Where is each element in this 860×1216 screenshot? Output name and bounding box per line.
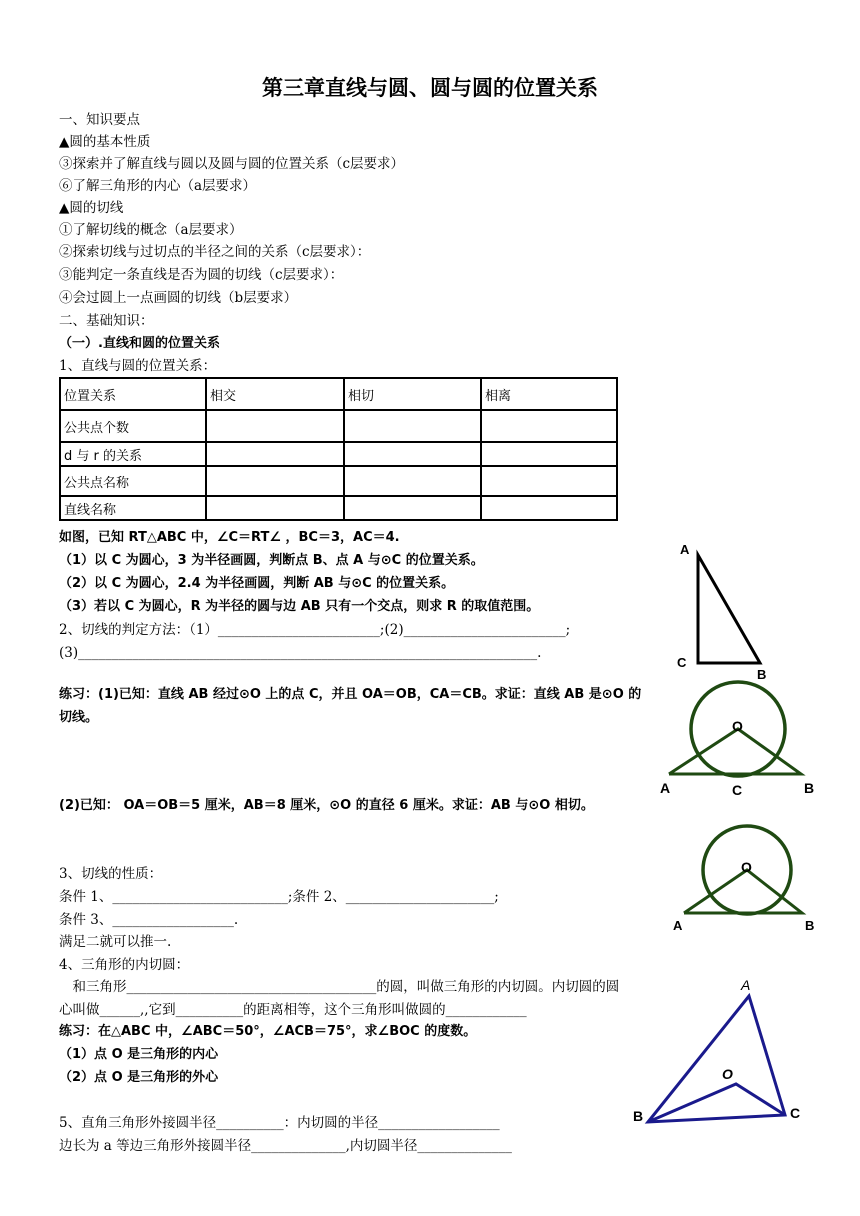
position-relation-table <box>59 377 618 521</box>
vertex-label-b: B <box>757 667 767 682</box>
text-line: 心叫做______,,它到__________的距离相等，这个三角形叫做圆的____________ <box>59 1002 527 1018</box>
example-item: （1）以 C 为圆心，3 为半径画圆，判断点 B、点 A 与⊙C 的位置关系。 <box>59 553 484 568</box>
table-row <box>60 442 617 466</box>
vertex-label-c: C <box>790 1105 801 1121</box>
table-row-label: d 与 r 的关系 <box>60 442 206 466</box>
point-label-o: O <box>722 1066 733 1082</box>
exercise-text: 练习：(1)已知：直线 AB 经过⊙O 上的点 C，并且 OA＝OB，CA＝CB。求证：直线 AB 是⊙O 的 <box>59 687 642 702</box>
text-line: 2、切线的判定方法：（1）________________________;(2)________________________; <box>59 622 571 638</box>
table-header-cell: 位置关系 <box>60 378 206 410</box>
point-label-b: B <box>804 780 815 796</box>
text-line: ②探索切线与过切点的半径之间的关系（c层要求）： <box>59 244 371 260</box>
point-label-a: A <box>660 780 671 796</box>
point-label-o: O <box>741 859 752 875</box>
text-line: 满足二就可以推一. <box>59 934 172 950</box>
page-title: 第三章直线与圆、圆与圆的位置关系 <box>262 76 598 100</box>
vertex-label-c: C <box>677 655 687 670</box>
text-line: 4、三角形的内切圆： <box>59 957 190 973</box>
table-row <box>60 466 617 496</box>
text-line: ⑥了解三角形的内心（a层要求） <box>59 178 257 194</box>
point-label-c: C <box>732 782 743 798</box>
text-line: ▲圆的基本性质 <box>59 134 151 150</box>
table-row <box>60 410 617 442</box>
right-triangle-figure <box>670 538 780 688</box>
text-line: ③能判定一条直线是否为圆的切线（c层要求）： <box>59 267 344 283</box>
tangent-circle-figure-2 <box>665 824 825 934</box>
table-header-cell: 相切 <box>344 378 481 410</box>
vertex-label-a: A <box>741 977 751 993</box>
exercise-text: 练习：在△ABC 中，∠ABC＝50°，∠ACB＝75°，求∠BOC 的度数。 <box>59 1024 477 1039</box>
text-line: 和三角形_____________________________________的圆，叫做三角形的内切圆。内切圆的圆 <box>59 979 620 995</box>
text-line: ③探索并了解直线与圆以及圆与圆的位置关系（c层要求） <box>59 156 405 172</box>
point-label-o: O <box>732 718 743 734</box>
text-line: 条件 3、__________________. <box>59 912 239 928</box>
text-line: 1、直线与圆的位置关系： <box>59 358 217 374</box>
point-label-b: B <box>805 918 815 933</box>
table-header-cell: 相交 <box>206 378 344 410</box>
text-line: 边长为 a 等边三角形外接圆半径______________,内切圆半径______________ <box>59 1138 512 1154</box>
example-text: 如图，已知 RT△ABC 中，∠C＝RT∠ ，BC＝3，AC＝4. <box>59 530 400 545</box>
subsection-heading: （一）.直线和圆的位置关系 <box>59 336 220 351</box>
example-item: （2）以 C 为圆心，2.4 为半径画圆，判断 AB 与⊙C 的位置关系。 <box>59 576 455 591</box>
triangle-o-figure <box>628 972 818 1132</box>
text-line: ④会过圆上一点画圆的切线（b层要求） <box>59 290 298 306</box>
text-line: ▲圆的切线 <box>59 200 124 216</box>
exercise-item: （2）点 O 是三角形的外心 <box>59 1070 219 1085</box>
text-line: ①了解切线的概念（a层要求） <box>59 222 243 238</box>
triangle-abc <box>698 555 760 663</box>
exercise-text: 切线。 <box>59 710 99 725</box>
tangent-circle-figure-1 <box>655 676 825 802</box>
text-line: 5、直角三角形外接圆半径__________：内切圆的半径__________________ <box>59 1115 500 1131</box>
vertex-label-a: A <box>680 542 690 557</box>
section-heading: 一、知识要点 <box>59 112 140 128</box>
example-item: （3）若以 C 为圆心，R 为半径的圆与边 AB 只有一个交点，则求 R 的取值范围。 <box>59 599 540 614</box>
vertex-label-b: B <box>633 1108 644 1124</box>
exercise-item: （1）点 O 是三角形的内心 <box>59 1047 219 1062</box>
text-line: 3、切线的性质： <box>59 866 163 882</box>
exercise-text: (2)已知： OA＝OB＝5 厘米，AB＝8 厘米，⊙O 的直径 6 厘米。求证：AB 与⊙O 相切。 <box>59 798 594 813</box>
table-row <box>60 496 617 520</box>
section-heading: 二、基础知识： <box>59 313 154 329</box>
table-row-label: 直线名称 <box>60 496 206 520</box>
table-row-label: 公共点个数 <box>60 410 206 442</box>
table-row-label: 公共点名称 <box>60 466 206 496</box>
point-label-a: A <box>673 918 683 933</box>
text-line: 条件 1、__________________________;条件 2、______________________; <box>59 889 499 905</box>
text-line: (3)____________________________________________________________________. <box>59 645 542 661</box>
table-header-cell: 相离 <box>481 378 617 410</box>
